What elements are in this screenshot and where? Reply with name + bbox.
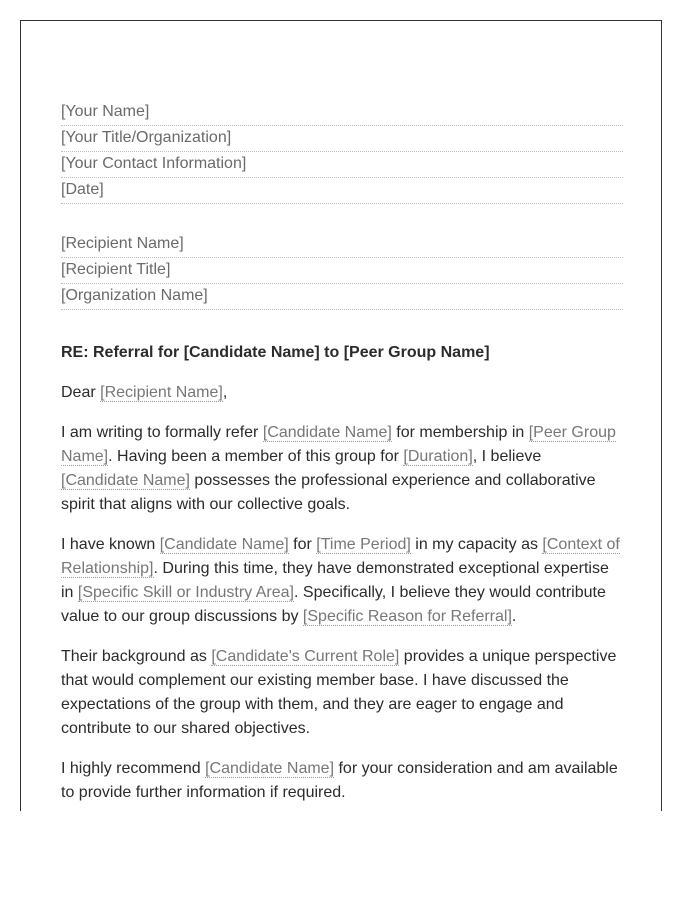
placeholder-peer-group-name[interactable]: [Peer Group Name] [61,424,616,465]
organization-name-field[interactable]: [Organization Name] [61,285,623,310]
text: . During this time, they have demonstrated exceptional expertise in [61,560,609,601]
sender-name-field[interactable]: [Your Name] [61,101,623,126]
document-page [20,20,662,811]
text: I have known [61,536,160,553]
salutation-suffix: , [222,384,228,401]
placeholder-duration[interactable]: [Duration] [403,448,473,465]
recipient-name-field[interactable]: [Recipient Name] [61,233,623,258]
placeholder-context-of-relationship[interactable]: [Context of Relationship] [61,536,620,577]
placeholder-candidate-name[interactable]: [Candidate Name] [262,424,392,441]
recipient-block [61,233,623,310]
placeholder-current-role[interactable]: [Candidate's Current Role] [211,648,400,665]
placeholder-candidate-name[interactable]: [Candidate Name] [159,536,289,553]
text: I highly recommend [61,760,206,777]
sender-contact-field[interactable]: [Your Contact Information] [61,153,623,178]
subject-line: RE: Referral for [Candidate Name] to [Peer Group Name] [61,344,490,361]
placeholder-time-period[interactable]: [Time Period] [316,536,411,553]
text: . [511,608,517,625]
placeholder-recipient-name[interactable]: [Recipient Name] [100,384,223,401]
paragraph-2 [61,533,623,629]
date-field[interactable]: [Date] [61,179,623,204]
salutation [61,381,623,405]
paragraph-3 [61,645,623,741]
text: in my capacity as [410,536,543,553]
sender-title-field[interactable]: [Your Title/Organization] [61,127,623,152]
sender-block [61,101,623,204]
placeholder-candidate-name[interactable]: [Candidate Name] [61,472,190,489]
text: I am writing to formally refer [61,424,263,441]
letter-body [61,101,623,805]
text: provides a unique perspective that would complement our existing member base. I have discussed the expectations of the group with them, and they are eager to engage and contribute to our shared objectives. [61,648,617,737]
recipient-title-field[interactable]: [Recipient Title] [61,259,623,284]
text: . Specifically, I believe they would contribute value to our group discussions by [61,584,606,625]
placeholder-skill-area[interactable]: [Specific Skill or Industry Area] [77,584,294,601]
paragraph-1 [61,421,623,517]
paragraph-4 [61,757,623,805]
placeholder-candidate-name[interactable]: [Candidate Name] [205,760,335,777]
text: for your consideration and am available to provide further information if required. [61,760,618,801]
salutation-prefix: Dear [61,384,101,401]
text: Their background as [61,648,212,665]
text: for membership in [391,424,529,441]
text: , I believe [472,448,542,465]
text: . Having been a member of this group for [108,448,404,465]
text: for [288,536,317,553]
placeholder-referral-reason[interactable]: [Specific Reason for Referral] [302,608,512,625]
text: possesses the professional experience and collaborative spirit that aligns with our collective goals. [61,472,596,513]
